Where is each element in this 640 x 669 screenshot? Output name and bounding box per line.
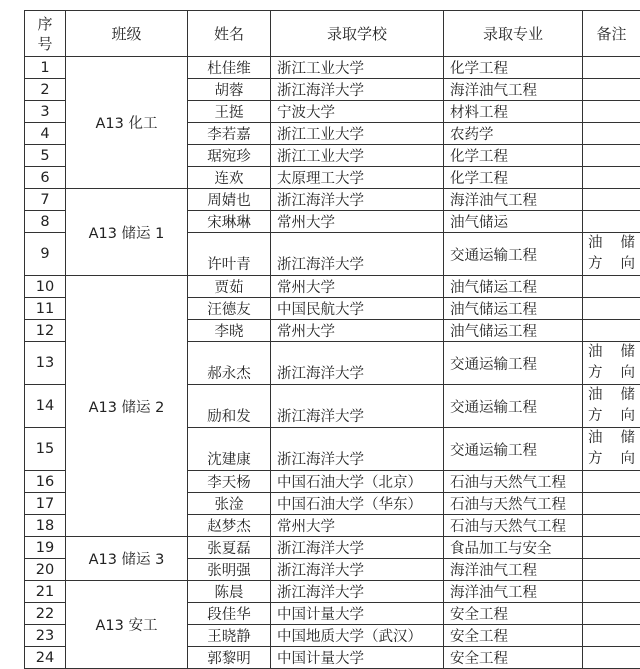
- cell-school: 浙江海洋大学: [271, 189, 444, 211]
- cell-seq: 7: [25, 189, 66, 211]
- cell-seq: 8: [25, 211, 66, 233]
- cell-major: 化学工程: [444, 57, 583, 79]
- cell-note: [583, 320, 640, 342]
- cell-name: 陈晨: [188, 581, 271, 603]
- cell-seq: 23: [25, 625, 66, 647]
- cell-major: 石油与天然气工程: [444, 493, 583, 515]
- cell-school: 中国地质大学（武汉）: [271, 625, 444, 647]
- cell-major: 海洋油气工程: [444, 559, 583, 581]
- cell-seq: 9: [25, 233, 66, 276]
- cell-seq: 3: [25, 101, 66, 123]
- cell-school: 常州大学: [271, 276, 444, 298]
- header-major: 录取专业: [444, 11, 583, 57]
- table-row: [25, 57, 640, 79]
- cell-school: 常州大学: [271, 320, 444, 342]
- cell-note: [583, 493, 640, 515]
- cell-note: [583, 515, 640, 537]
- cell-name: 王挺: [188, 101, 271, 123]
- cell-note: [583, 603, 640, 625]
- cell-major: 交通运输工程: [444, 342, 583, 385]
- cell-major: 化学工程: [444, 167, 583, 189]
- cell-major: 安全工程: [444, 625, 583, 647]
- cell-note: [583, 559, 640, 581]
- cell-school: 浙江海洋大学: [271, 428, 444, 471]
- cell-name: 李晓: [188, 320, 271, 342]
- cell-seq: 12: [25, 320, 66, 342]
- cell-name: 连欢: [188, 167, 271, 189]
- cell-major: 油气储运工程: [444, 298, 583, 320]
- cell-note: [583, 647, 640, 669]
- cell-seq: 5: [25, 145, 66, 167]
- cell-seq: 15: [25, 428, 66, 471]
- cell-name: 李天杨: [188, 471, 271, 493]
- cell-class: A13 储运 3: [66, 537, 188, 581]
- table-row: [25, 189, 640, 211]
- cell-note: 油 储 方向: [583, 428, 640, 471]
- cell-seq: 19: [25, 537, 66, 559]
- header-seq-top: 序: [37, 15, 52, 33]
- cell-name: 张淦: [188, 493, 271, 515]
- cell-seq: 6: [25, 167, 66, 189]
- cell-major: 交通运输工程: [444, 428, 583, 471]
- cell-note: [583, 625, 640, 647]
- cell-name: 周婧也: [188, 189, 271, 211]
- cell-seq: 10: [25, 276, 66, 298]
- cell-seq: 17: [25, 493, 66, 515]
- cell-school: 中国民航大学: [271, 298, 444, 320]
- cell-seq: 2: [25, 79, 66, 101]
- cell-school: 浙江海洋大学: [271, 233, 444, 276]
- cell-major: 安全工程: [444, 647, 583, 669]
- cell-school: 中国计量大学: [271, 603, 444, 625]
- cell-major: 农药学: [444, 123, 583, 145]
- cell-school: 浙江海洋大学: [271, 537, 444, 559]
- cell-name: 李若嘉: [188, 123, 271, 145]
- cell-name: 汪德友: [188, 298, 271, 320]
- cell-name: 段佳华: [188, 603, 271, 625]
- cell-major: 油气储运工程: [444, 320, 583, 342]
- table-body: [25, 57, 640, 669]
- cell-seq: 16: [25, 471, 66, 493]
- cell-note: 油 储 方向: [583, 342, 640, 385]
- cell-note: 油 储 方向: [583, 233, 640, 276]
- header-name: 姓名: [188, 11, 271, 57]
- admissions-table: [24, 10, 640, 669]
- cell-school: 浙江海洋大学: [271, 581, 444, 603]
- cell-major: 海洋油气工程: [444, 79, 583, 101]
- cell-name: 赵梦杰: [188, 515, 271, 537]
- cell-school: 常州大学: [271, 515, 444, 537]
- cell-school: 浙江海洋大学: [271, 79, 444, 101]
- cell-major: 海洋油气工程: [444, 189, 583, 211]
- cell-school: 浙江海洋大学: [271, 559, 444, 581]
- cell-name: 郭黎明: [188, 647, 271, 669]
- cell-name: 张夏磊: [188, 537, 271, 559]
- cell-note: [583, 79, 640, 101]
- table-row: [25, 581, 640, 603]
- table-row: [25, 537, 640, 559]
- cell-name: 杜佳维: [188, 57, 271, 79]
- cell-class: A13 化工: [66, 57, 188, 189]
- cell-name: 郝永杰: [188, 342, 271, 385]
- cell-seq: 14: [25, 385, 66, 428]
- cell-note: [583, 145, 640, 167]
- cell-school: 常州大学: [271, 211, 444, 233]
- cell-class: A13 安工: [66, 581, 188, 669]
- cell-school: 浙江海洋大学: [271, 385, 444, 428]
- cell-name: 宋琳琳: [188, 211, 271, 233]
- header-class: 班级: [66, 11, 188, 57]
- cell-school: 中国计量大学: [271, 647, 444, 669]
- cell-note: [583, 101, 640, 123]
- cell-major: 交通运输工程: [444, 385, 583, 428]
- cell-seq: 1: [25, 57, 66, 79]
- cell-major: 交通运输工程: [444, 233, 583, 276]
- cell-major: 安全工程: [444, 603, 583, 625]
- cell-note: [583, 123, 640, 145]
- header-row: [25, 11, 640, 57]
- cell-major: 化学工程: [444, 145, 583, 167]
- cell-school: 浙江海洋大学: [271, 342, 444, 385]
- cell-school: 宁波大学: [271, 101, 444, 123]
- table-header: [25, 11, 640, 57]
- cell-note: [583, 211, 640, 233]
- cell-class: A13 储运 2: [66, 276, 188, 537]
- cell-name: 许叶青: [188, 233, 271, 276]
- cell-major: 材料工程: [444, 101, 583, 123]
- header-seq-bottom: 号: [37, 35, 52, 53]
- cell-school: 太原理工大学: [271, 167, 444, 189]
- cell-seq: 22: [25, 603, 66, 625]
- cell-name: 张明强: [188, 559, 271, 581]
- cell-major: 石油与天然气工程: [444, 515, 583, 537]
- cell-name: 胡蓉: [188, 79, 271, 101]
- table-row: [25, 276, 640, 298]
- cell-seq: 11: [25, 298, 66, 320]
- cell-seq: 21: [25, 581, 66, 603]
- cell-school: 中国石油大学（北京）: [271, 471, 444, 493]
- cell-school: 浙江工业大学: [271, 123, 444, 145]
- cell-name: 励和发: [188, 385, 271, 428]
- cell-seq: 24: [25, 647, 66, 669]
- cell-name: 琚宛珍: [188, 145, 271, 167]
- cell-note: [583, 581, 640, 603]
- header-seq: [25, 11, 66, 57]
- cell-major: 食品加工与安全: [444, 537, 583, 559]
- cell-note: [583, 189, 640, 211]
- cell-seq: 4: [25, 123, 66, 145]
- cell-note: [583, 167, 640, 189]
- cell-name: 贾茹: [188, 276, 271, 298]
- cell-major: 油气储运工程: [444, 276, 583, 298]
- cell-note: [583, 276, 640, 298]
- cell-seq: 13: [25, 342, 66, 385]
- cell-school: 中国石油大学（华东）: [271, 493, 444, 515]
- cell-note: [583, 471, 640, 493]
- cell-note: 油 储 方向: [583, 385, 640, 428]
- cell-name: 沈建康: [188, 428, 271, 471]
- cell-major: 海洋油气工程: [444, 581, 583, 603]
- cell-name: 王晓静: [188, 625, 271, 647]
- header-note: 备注: [583, 11, 640, 57]
- cell-seq: 18: [25, 515, 66, 537]
- cell-seq: 20: [25, 559, 66, 581]
- cell-school: 浙江工业大学: [271, 57, 444, 79]
- cell-note: [583, 57, 640, 79]
- cell-note: [583, 537, 640, 559]
- header-school: 录取学校: [271, 11, 444, 57]
- cell-school: 浙江工业大学: [271, 145, 444, 167]
- cell-note: [583, 298, 640, 320]
- cell-class: A13 储运 1: [66, 189, 188, 276]
- cell-major: 油气储运: [444, 211, 583, 233]
- cell-major: 石油与天然气工程: [444, 471, 583, 493]
